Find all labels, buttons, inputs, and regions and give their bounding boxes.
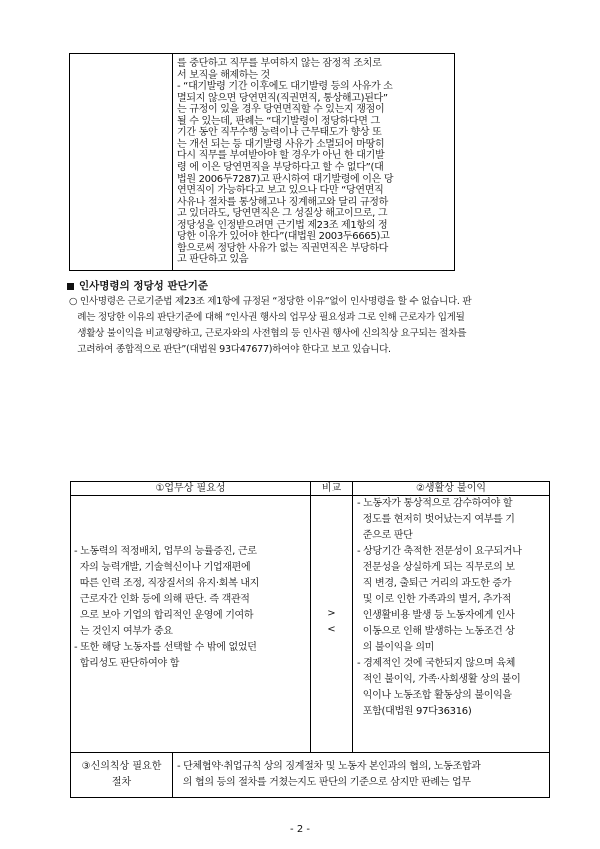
- text-line: 기간 동안 직무수행 능력이나 근무태도가 향상 또: [177, 127, 382, 139]
- text-line: 연면직이 가능하다고 보고 있으나 다만 “당연면직: [177, 185, 384, 197]
- text-line: 고려하여 종합적으로 판단”(대법원 93다47677)하여야 한다고 보고 있습니다.: [69, 344, 391, 355]
- text-line: 는 것인지 여부가 중요: [74, 626, 173, 637]
- criteria-table: [70, 481, 550, 798]
- header-compare: 비교: [321, 483, 342, 494]
- text-line: 자의 능력개발, 기술혁신이나 기업재편에: [74, 562, 251, 573]
- text-line: 및 이로 인한 가족과의 별거, 추가적: [357, 594, 512, 605]
- intro-paragraph: [69, 294, 549, 358]
- text-line: - “대기발령 기간 이후에도 대기발령 등의 사유가 소: [177, 81, 393, 93]
- text-line: 준으로 판단: [357, 530, 413, 541]
- text-line: 이동으로 인해 발생하는 노동조건 상: [357, 626, 515, 637]
- text-line: - 노동자가 통상적으로 감수하여야 할: [357, 498, 513, 509]
- continuation-right-cell: [173, 54, 454, 270]
- text-line: 례는 정당한 이유의 판단기준에 대해 “인사권 행사의 업무상 필요성과 그로 인해 근로자가 입게될: [69, 312, 465, 323]
- procedure-label-line: ③신의칙상 필요한: [81, 761, 162, 772]
- square-bullet-icon: [67, 283, 74, 290]
- text-line: - 단체협약·취업규칙 상의 징계절차 및 노동자 본인과의 협의, 노동조합과: [177, 761, 481, 772]
- text-line: 고 있더라도, 당연면직은 그 성질상 해고이므로, 그: [177, 208, 388, 220]
- necessity-cell: [74, 544, 259, 672]
- compare-cell: [311, 606, 352, 638]
- text-line: 근로자간 인화 등에 의해 판단. 즉 객관적: [74, 594, 250, 605]
- procedure-label-line: 절차: [111, 777, 132, 788]
- text-line: 정당성을 인정받으려면 근기법 제23조 제1항의 정: [177, 219, 388, 231]
- text-line: 직 변경, 출퇴근 거리의 과도한 증가: [357, 578, 512, 589]
- section-heading: [67, 278, 208, 293]
- disadvantage-cell: [357, 496, 522, 720]
- text-line: - 노동력의 적정배치, 업무의 능률증진, 근로: [74, 546, 257, 557]
- text-line: 다시 직무를 부여받아야 할 경우가 아닌 한 대기발: [177, 150, 385, 162]
- text-line: 될 수 있는데, 판례는 “대기발령이 정당하다면 그: [177, 115, 380, 127]
- text-line: - 상당기간 축적한 전문성이 요구되거나: [357, 546, 522, 557]
- procedure-label-cell: [71, 759, 172, 791]
- text-line: 는 개선 되는 등 대기발령 사유가 소멸되어 마땅히: [177, 138, 385, 150]
- section-title: 인사명령의 정당성 판단기준: [79, 280, 209, 292]
- header-necessity: ①업무상 필요성: [155, 483, 226, 494]
- text-line: - 또한 해당 노동자를 선택할 수 밖에 없었던: [74, 642, 257, 653]
- text-line: 으로 보아 기업의 합리적인 운영에 기여하: [74, 610, 254, 621]
- text-line: 함으로써 정당한 사유가 없는 직권면직은 부당하다: [177, 242, 388, 254]
- text-line: 의 불이익을 의미: [357, 642, 435, 653]
- text-line: - 경제적인 것에 국한되지 않으며 육체: [357, 658, 516, 669]
- less-than-symbol: <: [327, 624, 336, 635]
- greater-than-symbol: >: [327, 608, 336, 619]
- continuation-left-cell: [70, 54, 173, 270]
- text-line: 따른 인력 조정, 직장질서의 유지·회복 내지: [74, 578, 260, 589]
- text-line: 정도를 현저히 벗어났는지 여부를 기: [357, 514, 515, 525]
- text-line: 서 보직을 해제하는 것: [177, 69, 270, 81]
- text-line: 고 판단하고 있음: [177, 254, 249, 266]
- text-line: 는 규정이 있을 경우 당연면직할 수 있는지 쟁점이: [177, 104, 385, 116]
- page-number: - 2 -: [290, 824, 310, 835]
- text-line: 합리성도 판단하여야 함: [74, 658, 180, 669]
- text-line: 멸되지 않으면 당연면직(직권면직, 통상해고)된다”: [177, 92, 388, 104]
- text-line: 사유나 절차를 통상해고나 징계해고와 달리 규정하: [177, 196, 388, 208]
- text-line: 법원 2006두7287)고 판시하여 대기발령에 이은 당: [177, 173, 394, 185]
- text-line: 령 에 이은 당연면직을 부당하다고 할 수 없다”(대: [177, 161, 384, 173]
- continuation-table: [69, 53, 455, 271]
- text-line: 를 중단하고 직무를 부여하지 않는 잠정적 조치로: [177, 58, 382, 69]
- text-line: 인생활비용 발생 등 노동자에게 인사: [357, 610, 515, 621]
- procedure-cell: [177, 759, 481, 791]
- text-line: 전문성을 상실하게 되는 직무로의 보: [357, 562, 515, 573]
- text-line: 의 협의 등의 절차를 거쳤는지도 판단의 기준으로 삼지만 판례는 업무: [177, 777, 471, 788]
- text-line: 생활상 불이익을 비교형량하고, 근로자와의 사전협의 등 인사권 행사에 신의칙상 요구되는 절차를: [69, 328, 467, 339]
- text-line: 포함(대법원 97다36316): [357, 706, 472, 717]
- text-line: 적인 불이익, 가족·사회생활 상의 불이: [357, 674, 521, 685]
- text-line: 익이나 노동조합 활동상의 불이익을: [357, 690, 512, 701]
- header-disadvantage: ②생활상 불이익: [415, 483, 487, 494]
- text-line: ○ 인사명령은 근로기준법 제23조 제1항에 규정된 “정당한 이유”없이 인사명령을 할 수 없습니다. 판: [69, 296, 472, 307]
- text-line: 당한 이유가 있어야 한다”(대법원 2003두6665)고: [177, 231, 390, 243]
